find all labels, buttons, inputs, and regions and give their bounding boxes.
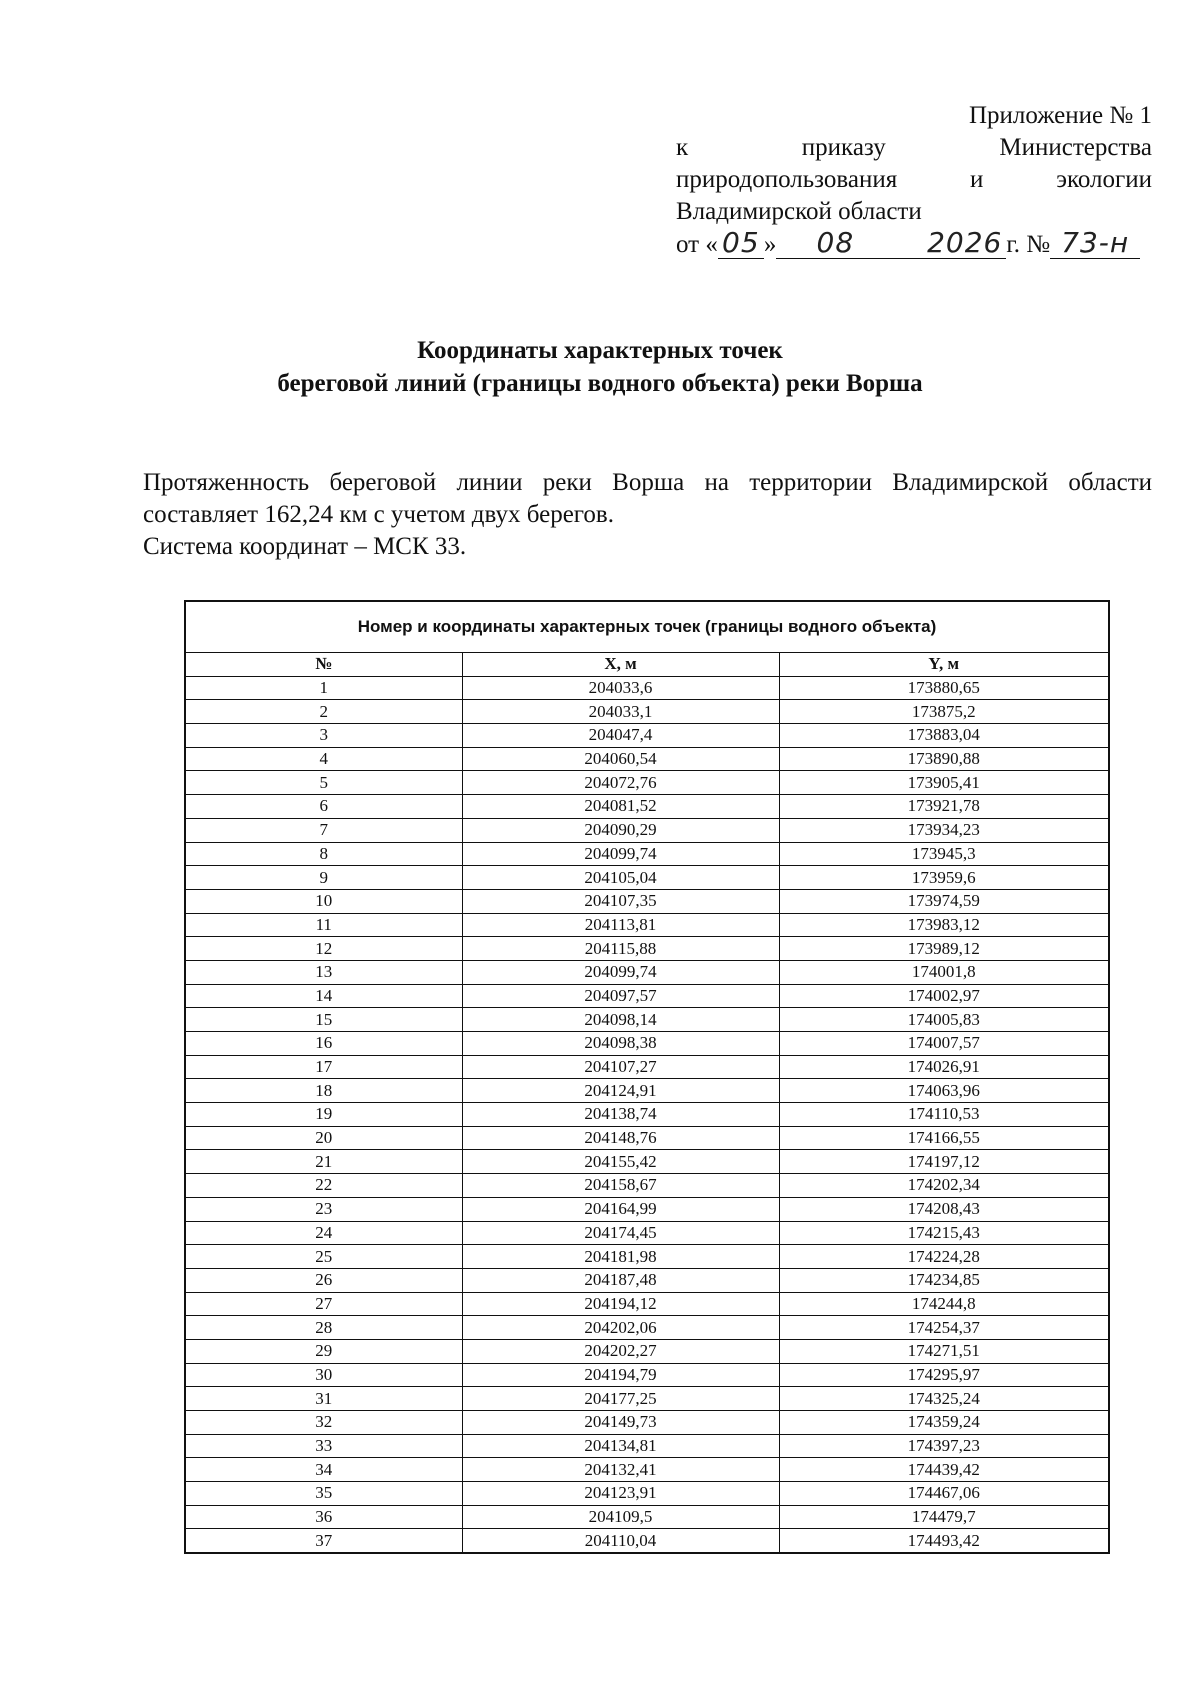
y-coordinate-cell: 173934,23 — [779, 818, 1109, 842]
point-number-cell: 19 — [185, 1103, 462, 1127]
point-number-cell: 13 — [185, 960, 462, 984]
y-coordinate-cell: 174005,83 — [779, 1008, 1109, 1032]
x-coordinate-cell: 204194,79 — [462, 1363, 779, 1387]
point-number-cell: 20 — [185, 1126, 462, 1150]
x-coordinate-cell: 204107,27 — [462, 1055, 779, 1079]
point-number-cell: 6 — [185, 795, 462, 819]
y-coordinate-cell: 173883,04 — [779, 724, 1109, 748]
point-number-cell: 1 — [185, 676, 462, 700]
point-number-cell: 23 — [185, 1197, 462, 1221]
y-coordinate-cell: 174244,8 — [779, 1292, 1109, 1316]
annex-word: к — [676, 134, 689, 161]
annex-number: Приложение № 1 — [968, 102, 1152, 129]
x-coordinate-cell: 204060,54 — [462, 747, 779, 771]
table-row — [185, 1174, 1109, 1198]
point-number-cell: 5 — [185, 771, 462, 795]
x-coordinate-cell: 204033,6 — [462, 676, 779, 700]
x-coordinate-cell: 204124,91 — [462, 1079, 779, 1103]
y-coordinate-cell: 173945,3 — [779, 842, 1109, 866]
table-row — [185, 889, 1109, 913]
x-coordinate-cell: 204047,4 — [462, 724, 779, 748]
point-number-cell: 15 — [185, 1008, 462, 1032]
intro-text — [143, 467, 1152, 563]
y-coordinate-cell: 174493,42 — [779, 1529, 1109, 1553]
table-row — [185, 1126, 1109, 1150]
table-row — [185, 1197, 1109, 1221]
table-row — [185, 724, 1109, 748]
table-caption: Номер и координаты характерных точек (границы водного объекта) — [185, 601, 1109, 653]
table-row — [185, 1008, 1109, 1032]
x-coordinate-cell: 204072,76 — [462, 771, 779, 795]
table-row — [185, 842, 1109, 866]
table-row — [185, 1103, 1109, 1127]
x-coordinate-cell: 204187,48 — [462, 1268, 779, 1292]
table-row — [185, 795, 1109, 819]
x-coordinate-cell: 204202,27 — [462, 1339, 779, 1363]
table-row — [185, 1458, 1109, 1482]
coordinates-table — [184, 600, 1110, 1554]
point-number-cell: 21 — [185, 1150, 462, 1174]
header-number: № — [185, 653, 462, 677]
y-coordinate-cell: 173921,78 — [779, 795, 1109, 819]
x-coordinate-cell: 204158,67 — [462, 1174, 779, 1198]
date-day-handwritten: 05 — [718, 228, 764, 259]
x-coordinate-cell: 204115,88 — [462, 937, 779, 961]
y-coordinate-cell: 174271,51 — [779, 1339, 1109, 1363]
point-number-cell: 9 — [185, 866, 462, 890]
y-coordinate-cell: 174166,55 — [779, 1126, 1109, 1150]
point-number-cell: 31 — [185, 1387, 462, 1411]
x-coordinate-cell: 204148,76 — [462, 1126, 779, 1150]
table-row — [185, 676, 1109, 700]
point-number-cell: 16 — [185, 1032, 462, 1056]
annex-order-line — [676, 132, 1152, 164]
x-coordinate-cell: 204099,74 — [462, 842, 779, 866]
x-coordinate-cell: 204107,35 — [462, 889, 779, 913]
point-number-cell: 17 — [185, 1055, 462, 1079]
table-row — [185, 1339, 1109, 1363]
point-number-cell: 30 — [185, 1363, 462, 1387]
y-coordinate-cell: 174397,23 — [779, 1434, 1109, 1458]
point-number-cell: 25 — [185, 1245, 462, 1269]
x-coordinate-cell: 204194,12 — [462, 1292, 779, 1316]
date-day-close: » — [763, 231, 777, 258]
point-number-cell: 32 — [185, 1411, 462, 1435]
date-prefix: от « — [676, 231, 718, 258]
table-row — [185, 937, 1109, 961]
table-row — [185, 1221, 1109, 1245]
number-prefix: г. № — [1006, 231, 1051, 258]
point-number-cell: 37 — [185, 1529, 462, 1553]
table-row — [185, 747, 1109, 771]
header-x: X, м — [462, 653, 779, 677]
point-number-cell: 27 — [185, 1292, 462, 1316]
y-coordinate-cell: 174026,91 — [779, 1055, 1109, 1079]
annex-word: природопользования — [676, 166, 898, 193]
y-coordinate-cell: 174479,7 — [779, 1505, 1109, 1529]
annex-date-line — [676, 228, 1152, 261]
point-number-cell: 29 — [185, 1339, 462, 1363]
point-number-cell: 26 — [185, 1268, 462, 1292]
x-coordinate-cell: 204098,38 — [462, 1032, 779, 1056]
x-coordinate-cell: 204123,91 — [462, 1482, 779, 1506]
table-row — [185, 866, 1109, 890]
y-coordinate-cell: 174224,28 — [779, 1245, 1109, 1269]
x-coordinate-cell: 204164,99 — [462, 1197, 779, 1221]
point-number-cell: 24 — [185, 1221, 462, 1245]
point-number-cell: 12 — [185, 937, 462, 961]
point-number-cell: 22 — [185, 1174, 462, 1198]
point-number-cell: 8 — [185, 842, 462, 866]
y-coordinate-cell: 174467,06 — [779, 1482, 1109, 1506]
point-number-cell: 7 — [185, 818, 462, 842]
table-row — [185, 1411, 1109, 1435]
table-row — [185, 818, 1109, 842]
y-coordinate-cell: 174197,12 — [779, 1150, 1109, 1174]
table-row — [185, 1505, 1109, 1529]
point-number-cell: 11 — [185, 913, 462, 937]
y-coordinate-cell: 174234,85 — [779, 1268, 1109, 1292]
y-coordinate-cell: 174359,24 — [779, 1411, 1109, 1435]
table-row — [185, 1292, 1109, 1316]
x-coordinate-cell: 204105,04 — [462, 866, 779, 890]
table-row — [185, 984, 1109, 1008]
point-number-cell: 3 — [185, 724, 462, 748]
table-body — [185, 676, 1109, 1553]
table-row — [185, 1434, 1109, 1458]
annex-word: Министерства — [999, 134, 1152, 161]
y-coordinate-cell: 174215,43 — [779, 1221, 1109, 1245]
y-coordinate-cell: 174110,53 — [779, 1103, 1109, 1127]
y-coordinate-cell: 174208,43 — [779, 1197, 1109, 1221]
x-coordinate-cell: 204132,41 — [462, 1458, 779, 1482]
shoreline-length-paragraph: Протяженность береговой линии реки Ворша на территории Владимирской области составляет 162,24 км с учетом двух берегов. — [143, 469, 1152, 528]
y-coordinate-cell: 173875,2 — [779, 700, 1109, 724]
x-coordinate-cell: 204138,74 — [462, 1103, 779, 1127]
y-coordinate-cell: 173974,59 — [779, 889, 1109, 913]
y-coordinate-cell: 174439,42 — [779, 1458, 1109, 1482]
x-coordinate-cell: 204081,52 — [462, 795, 779, 819]
title-line-2: береговой линий (границы водного объекта) реки Ворша — [277, 370, 923, 397]
x-coordinate-cell: 204174,45 — [462, 1221, 779, 1245]
x-coordinate-cell: 204177,25 — [462, 1387, 779, 1411]
point-number-cell: 33 — [185, 1434, 462, 1458]
table-row — [185, 1055, 1109, 1079]
x-coordinate-cell: 204149,73 — [462, 1411, 779, 1435]
coordinate-system-paragraph: Система координат – МСК 33. — [143, 533, 467, 560]
table-row — [185, 1245, 1109, 1269]
x-coordinate-cell: 204097,57 — [462, 984, 779, 1008]
point-number-cell: 28 — [185, 1316, 462, 1340]
y-coordinate-cell: 174325,24 — [779, 1387, 1109, 1411]
x-coordinate-cell: 204110,04 — [462, 1529, 779, 1553]
y-coordinate-cell: 173880,65 — [779, 676, 1109, 700]
table-row — [185, 1316, 1109, 1340]
annex-word: и — [970, 166, 984, 193]
y-coordinate-cell: 173989,12 — [779, 937, 1109, 961]
annex-ministry-line — [676, 164, 1152, 196]
table-header-row — [185, 653, 1109, 677]
table-row — [185, 913, 1109, 937]
table-row — [185, 1032, 1109, 1056]
point-number-cell: 35 — [185, 1482, 462, 1506]
x-coordinate-cell: 204113,81 — [462, 913, 779, 937]
point-number-cell: 14 — [185, 984, 462, 1008]
date-year-handwritten: 2026 — [894, 228, 1006, 259]
table-row — [185, 1079, 1109, 1103]
x-coordinate-cell: 204134,81 — [462, 1434, 779, 1458]
table-row — [185, 1150, 1109, 1174]
x-coordinate-cell: 204099,74 — [462, 960, 779, 984]
y-coordinate-cell: 173905,41 — [779, 771, 1109, 795]
annex-header — [676, 100, 1152, 261]
point-number-cell: 36 — [185, 1505, 462, 1529]
table-row — [185, 1363, 1109, 1387]
annex-region: Владимирской области — [676, 198, 922, 225]
table-row — [185, 1529, 1109, 1553]
point-number-cell: 18 — [185, 1079, 462, 1103]
table-row — [185, 1387, 1109, 1411]
y-coordinate-cell: 174007,57 — [779, 1032, 1109, 1056]
y-coordinate-cell: 174295,97 — [779, 1363, 1109, 1387]
title-line-1: Координаты характерных точек — [417, 337, 783, 364]
header-y: Y, м — [779, 653, 1109, 677]
x-coordinate-cell: 204155,42 — [462, 1150, 779, 1174]
document-title — [100, 334, 1100, 400]
point-number-cell: 34 — [185, 1458, 462, 1482]
y-coordinate-cell: 174063,96 — [779, 1079, 1109, 1103]
y-coordinate-cell: 174254,37 — [779, 1316, 1109, 1340]
table-caption-row — [185, 601, 1109, 653]
x-coordinate-cell: 204202,06 — [462, 1316, 779, 1340]
table-row — [185, 1268, 1109, 1292]
table-row — [185, 960, 1109, 984]
y-coordinate-cell: 174002,97 — [779, 984, 1109, 1008]
x-coordinate-cell: 204181,98 — [462, 1245, 779, 1269]
table-row — [185, 771, 1109, 795]
y-coordinate-cell: 174202,34 — [779, 1174, 1109, 1198]
date-month-handwritten: 08 — [776, 228, 894, 259]
point-number-cell: 4 — [185, 747, 462, 771]
table-row — [185, 1482, 1109, 1506]
y-coordinate-cell: 173959,6 — [779, 866, 1109, 890]
x-coordinate-cell: 204109,5 — [462, 1505, 779, 1529]
y-coordinate-cell: 173983,12 — [779, 913, 1109, 937]
y-coordinate-cell: 174001,8 — [779, 960, 1109, 984]
order-number-handwritten: 73-н — [1050, 228, 1140, 259]
x-coordinate-cell: 204098,14 — [462, 1008, 779, 1032]
point-number-cell: 2 — [185, 700, 462, 724]
point-number-cell: 10 — [185, 889, 462, 913]
x-coordinate-cell: 204033,1 — [462, 700, 779, 724]
annex-word: приказу — [801, 134, 886, 161]
table-row — [185, 700, 1109, 724]
x-coordinate-cell: 204090,29 — [462, 818, 779, 842]
y-coordinate-cell: 173890,88 — [779, 747, 1109, 771]
annex-word: экологии — [1056, 166, 1152, 193]
